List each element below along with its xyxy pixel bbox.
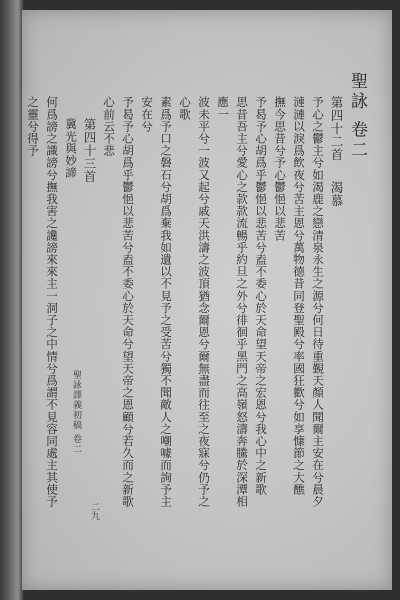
footer-text: 聖詠譯義初稿 卷二 — [71, 370, 81, 454]
text-line: 予心之鬱主兮如渴鹿之戀清泉永生之源兮何日待重覲天顏人聞爾主安在兮晨夕 — [311, 96, 325, 508]
text-line: 撫今思昔兮予心鬱悒以悲苦 — [273, 96, 287, 242]
text-line: 心前云不悲 — [102, 96, 116, 157]
poem-42-heading — [327, 96, 346, 516]
text-line: 漣漣以淚爲飲夜兮苦主恩兮萬物德昔同登聖殿兮率國狂歡兮如享慷節之大醮 — [292, 96, 306, 496]
poem-42-title: 第四十二首 — [329, 96, 344, 161]
poem-43-title: 第四十三首 — [82, 118, 97, 183]
book-page — [22, 10, 392, 590]
text-line: 思昔吾主兮愛心之款款流暢乎約旦之外兮徘徊乎黑門之高嶺怒濤奔騰於深潭相應一 — [216, 96, 249, 508]
poem-43-subtitle: 冀光與妙諦 — [64, 118, 78, 179]
text-line: 素爲予口之磐石兮胡爲棄我如遺以不見予之受苦兮獨不聞敵人之嘲噱而詢予主安在兮 — [140, 96, 173, 508]
text-line: 波未平兮一波又起兮戚天洪濤之波頂猶念爾恩兮爾無盡而往至之夜寐兮仍予之心歌 — [178, 96, 211, 508]
text-line: 予曷予心胡爲乎鬱悒以悲苦兮盍不委心於天命兮望天帝之恩顧兮若久而之新歌 — [121, 96, 135, 508]
poem-42-author: 渴慕 — [329, 181, 344, 207]
text-line: 何爲謗之識謗兮撫我害之讒謗來來主一洞子之中情兮爲謂不見容同處主其使予之靈兮得予 — [26, 96, 59, 508]
text-line: 予曷予心胡爲乎鬱悒以悲苦兮盍不委心於天命望天帝之宏恩兮我心中之新歌 — [254, 96, 268, 496]
page-number: 二九 — [89, 502, 99, 520]
running-title: 聖詠 卷二 — [347, 72, 367, 161]
